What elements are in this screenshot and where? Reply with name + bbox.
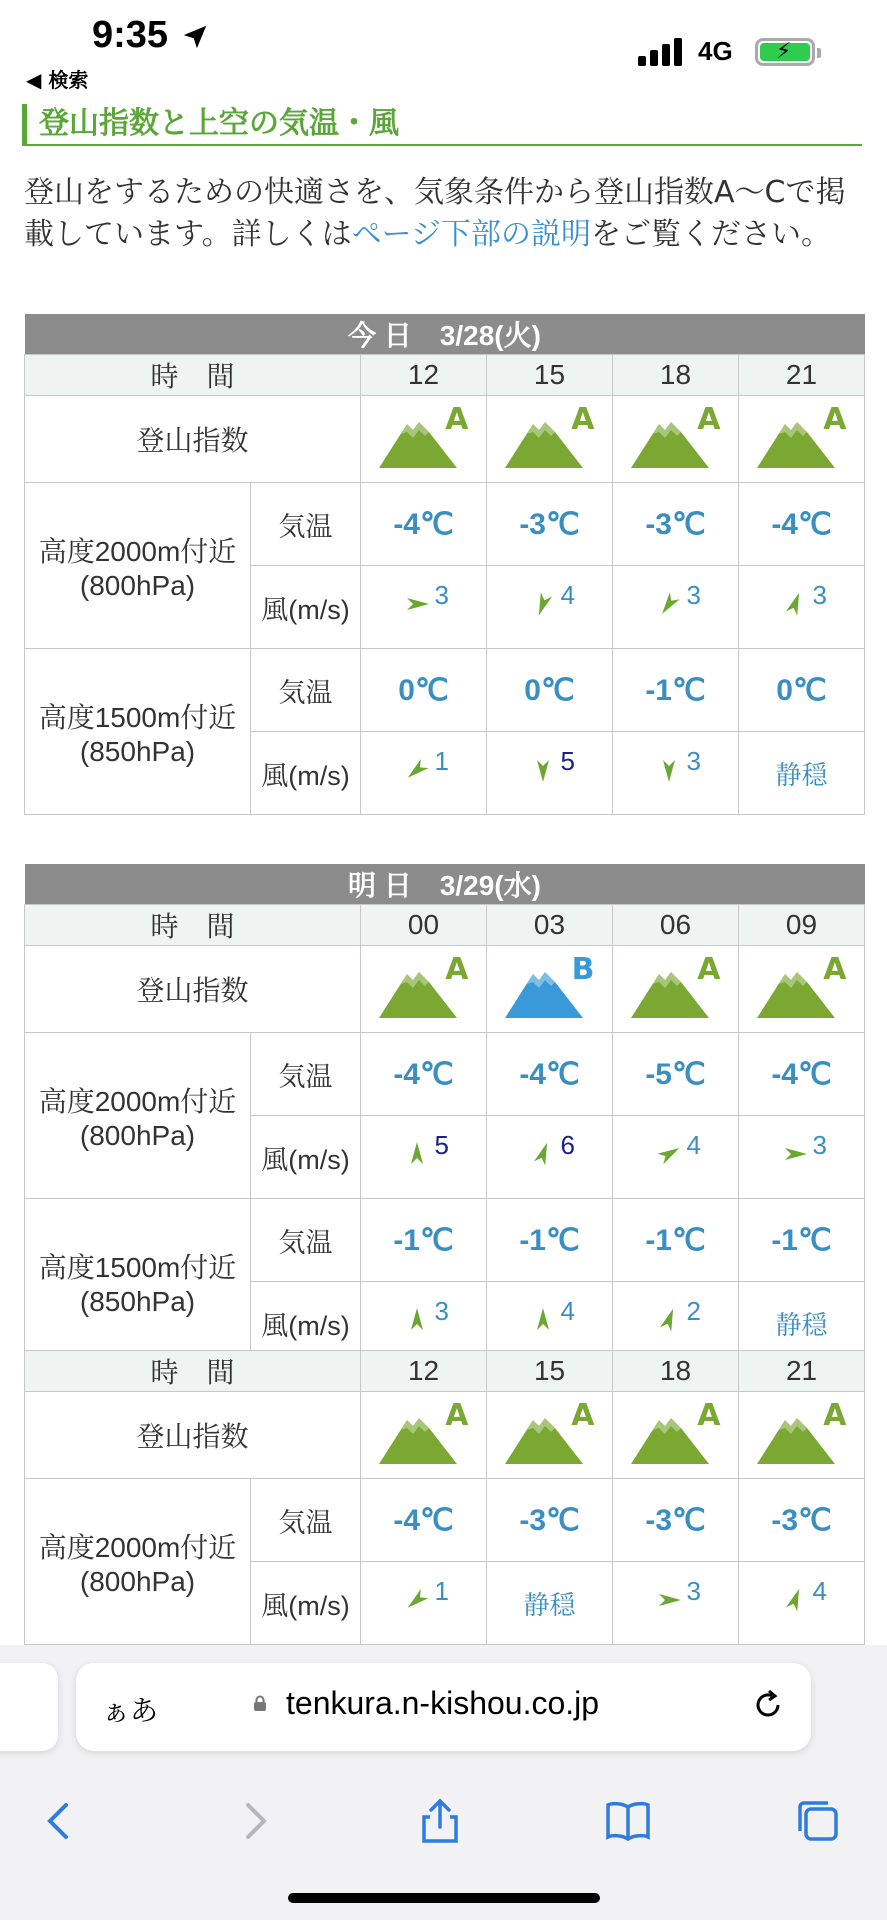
index-grade: B: [571, 951, 595, 987]
temp-cell: [361, 649, 487, 732]
mountain-index-icon: [379, 951, 469, 1018]
temp-label: 気温: [251, 1033, 361, 1116]
temp-value: -4℃: [393, 507, 454, 541]
altitude-text: 高度2000m付近: [38, 535, 237, 567]
explanation-link[interactable]: ページ下部の説明: [351, 217, 592, 252]
forecast-table-2: [24, 1350, 865, 1645]
altitude-text: 高度1500m付近: [38, 701, 237, 733]
wind-calm: 静穏: [775, 1309, 828, 1340]
temp-value: -4℃: [771, 1057, 832, 1091]
tabs-icon[interactable]: [792, 1795, 844, 1847]
temp-cell: [613, 483, 739, 566]
previous-tab-card[interactable]: [0, 1663, 58, 1751]
mountain-index-icon: [379, 1397, 469, 1464]
hour-cell: 12: [361, 1351, 487, 1392]
wind-speed: 2: [686, 1295, 701, 1326]
mountain-index-icon: [505, 1397, 595, 1464]
wind-label: 風(m/s): [251, 1282, 361, 1365]
wind-label: 風(m/s): [251, 566, 361, 649]
index-grade: A: [571, 401, 595, 437]
index-cell: [487, 946, 613, 1033]
index-cell: [739, 946, 865, 1033]
wind-calm: 静穏: [775, 759, 828, 790]
wind-arrow-icon: [515, 746, 585, 796]
hour-label: 時 間: [25, 905, 361, 946]
clock: 9:35: [92, 14, 169, 56]
bookmarks-icon[interactable]: [602, 1795, 654, 1847]
temp-cell: [613, 1033, 739, 1116]
wind-label: 風(m/s): [251, 1562, 361, 1645]
day-header: 明 日 3/29(水): [25, 864, 865, 905]
hour-cell: 15: [487, 355, 613, 396]
wind-cell: [487, 566, 613, 649]
hour-cell: 21: [739, 1351, 865, 1392]
wind-arrow-icon: [767, 1130, 837, 1180]
wind-cell: [487, 1116, 613, 1199]
pressure-text: (850hPa): [79, 735, 196, 767]
hour-cell: 18: [613, 355, 739, 396]
wind-speed: 3: [686, 1575, 701, 1606]
index-label: 登山指数: [25, 1392, 361, 1479]
hour-cell: 00: [361, 905, 487, 946]
temp-value: -1℃: [771, 1223, 832, 1257]
wind-arrow-icon: [389, 580, 459, 630]
url-text[interactable]: tenkura.n-kishou.co.jp: [286, 1685, 600, 1721]
index-cell: [361, 1392, 487, 1479]
wind-arrow-icon: [641, 1576, 711, 1626]
temp-value: 0℃: [776, 673, 827, 707]
wind-speed: 5: [560, 745, 575, 776]
wind-cell: [739, 732, 865, 815]
pressure-text: (800hPa): [79, 569, 196, 601]
wind-speed: 3: [812, 1129, 827, 1160]
pressure-text: (800hPa): [79, 1119, 196, 1151]
temp-value: -4℃: [393, 1057, 454, 1091]
mountain-index-icon: [505, 401, 595, 468]
index-grade: A: [445, 951, 469, 987]
wind-arrow-icon: [641, 1130, 711, 1180]
temp-value: -5℃: [645, 1057, 706, 1091]
hour-cell: 12: [361, 355, 487, 396]
altitude-label: [25, 1479, 251, 1645]
pressure-text: (850hPa): [79, 1285, 196, 1317]
share-icon[interactable]: [414, 1795, 466, 1847]
wind-arrow-icon: [767, 580, 837, 630]
index-label: 登山指数: [25, 396, 361, 483]
temp-cell: [613, 1199, 739, 1282]
temp-value: 0℃: [398, 673, 449, 707]
wind-cell: [613, 1562, 739, 1645]
page-content: [0, 100, 887, 1645]
wind-cell: [487, 1562, 613, 1645]
wind-calm: 静穏: [523, 1589, 576, 1620]
temp-cell: [739, 483, 865, 566]
page-settings-button[interactable]: ぁあ: [102, 1694, 159, 1727]
network-type: 4G: [698, 36, 733, 66]
index-grade: A: [697, 951, 721, 987]
browser-address-area: [0, 1645, 887, 1765]
index-grade: A: [697, 1397, 721, 1433]
wind-arrow-icon: [389, 1576, 459, 1626]
desc-text-2: をご覧ください。: [591, 217, 832, 252]
temp-value: -1℃: [645, 1223, 706, 1257]
temp-value: -3℃: [771, 1503, 832, 1537]
temp-value: -1℃: [645, 673, 706, 707]
hour-label: 時 間: [25, 355, 361, 396]
wind-speed: 3: [812, 579, 827, 610]
wind-speed: 4: [560, 579, 575, 610]
temp-value: -3℃: [645, 1503, 706, 1537]
hour-cell: 18: [613, 1351, 739, 1392]
wind-arrow-icon: [767, 1576, 837, 1626]
temp-value: -1℃: [519, 1223, 580, 1257]
temp-cell: [361, 1199, 487, 1282]
status-bar: [0, 0, 887, 100]
reload-icon[interactable]: [748, 1685, 788, 1725]
hour-cell: 21: [739, 355, 865, 396]
wind-label: 風(m/s): [251, 1116, 361, 1199]
temp-label: 気温: [251, 483, 361, 566]
wind-speed: 1: [434, 1575, 449, 1606]
wind-cell: [739, 566, 865, 649]
temp-value: -3℃: [519, 507, 580, 541]
wind-cell: [361, 1116, 487, 1199]
wind-cell: [487, 732, 613, 815]
wind-cell: [613, 566, 739, 649]
forecast-table-1: [24, 864, 865, 1365]
mountain-index-icon: [757, 401, 847, 468]
wind-arrow-icon: [641, 746, 711, 796]
location-arrow-icon: [180, 22, 210, 52]
battery-icon: ⚡: [755, 38, 815, 66]
wind-speed: 4: [686, 1129, 701, 1160]
index-cell: [613, 396, 739, 483]
wind-arrow-icon: [515, 1296, 585, 1346]
mountain-index-icon: [505, 951, 595, 1018]
wind-speed: 4: [812, 1575, 827, 1606]
index-cell: [739, 1392, 865, 1479]
hour-cell: 15: [487, 1351, 613, 1392]
mountain-index-icon: [631, 401, 721, 468]
temp-cell: [613, 1479, 739, 1562]
hour-cell: 06: [613, 905, 739, 946]
wind-arrow-icon: [641, 1296, 711, 1346]
wind-arrow-icon: [515, 1130, 585, 1180]
address-bar[interactable]: [76, 1663, 811, 1751]
battery-tip: [817, 48, 821, 58]
temp-label: 気温: [251, 1479, 361, 1562]
cellular-signal-icon: [638, 36, 686, 66]
mountain-index-icon: [757, 1397, 847, 1464]
temp-cell: [739, 1479, 865, 1562]
index-cell: [361, 396, 487, 483]
wind-cell: [361, 1562, 487, 1645]
back-to-search-link[interactable]: ◀ 検索: [26, 68, 89, 92]
index-grade: A: [571, 1397, 595, 1433]
index-cell: [613, 946, 739, 1033]
temp-cell: [361, 1033, 487, 1116]
wind-speed: 3: [434, 579, 449, 610]
temp-cell: [487, 1479, 613, 1562]
temp-value: -4℃: [393, 1503, 454, 1537]
mountain-index-icon: [631, 1397, 721, 1464]
altitude-text: 高度1500m付近: [38, 1251, 237, 1283]
day-header: 今 日 3/28(火): [25, 314, 865, 355]
temp-cell: [487, 483, 613, 566]
index-grade: A: [823, 401, 847, 437]
wind-label: 風(m/s): [251, 732, 361, 815]
wind-speed: 3: [434, 1295, 449, 1326]
wind-cell: [739, 1116, 865, 1199]
wind-cell: [613, 732, 739, 815]
home-indicator: [288, 1893, 600, 1903]
back-icon[interactable]: [34, 1795, 86, 1847]
hour-label: 時 間: [25, 1351, 361, 1392]
temp-value: -3℃: [519, 1503, 580, 1537]
desc-text-1: 登山をするための快適さを、気象条件から登山指数A～Cで掲載しています。詳しくは: [24, 175, 846, 252]
altitude-label: [25, 483, 251, 649]
section-title: 登山指数と上空の気温・風: [22, 104, 862, 146]
pressure-text: (800hPa): [79, 1565, 196, 1597]
section-description: [24, 172, 864, 256]
index-grade: A: [445, 1397, 469, 1433]
temp-cell: [487, 1199, 613, 1282]
index-cell: [361, 946, 487, 1033]
temp-cell: [361, 1479, 487, 1562]
wind-cell: [739, 1562, 865, 1645]
temp-value: -3℃: [645, 507, 706, 541]
temp-cell: [739, 1033, 865, 1116]
hour-cell: 03: [487, 905, 613, 946]
temp-cell: [487, 1033, 613, 1116]
index-grade: A: [823, 951, 847, 987]
wind-arrow-icon: [641, 580, 711, 630]
altitude-label: [25, 1199, 251, 1365]
temp-cell: [361, 483, 487, 566]
index-grade: A: [823, 1397, 847, 1433]
mountain-index-icon: [631, 951, 721, 1018]
index-cell: [487, 396, 613, 483]
forecast-table-0: [24, 314, 865, 815]
temp-value: 0℃: [524, 673, 575, 707]
temp-value: -4℃: [771, 507, 832, 541]
temp-cell: [739, 1199, 865, 1282]
altitude-label: [25, 1033, 251, 1199]
altitude-text: 高度2000m付近: [38, 1531, 237, 1563]
wind-speed: 1: [434, 745, 449, 776]
temp-value: -4℃: [519, 1057, 580, 1091]
temp-cell: [739, 649, 865, 732]
mountain-index-icon: [757, 951, 847, 1018]
browser-toolbar: [0, 1765, 887, 1920]
wind-arrow-icon: [389, 746, 459, 796]
wind-arrow-icon: [389, 1296, 459, 1346]
wind-speed: 3: [686, 745, 701, 776]
wind-speed: 5: [434, 1129, 449, 1160]
wind-arrow-icon: [389, 1130, 459, 1180]
index-grade: A: [445, 401, 469, 437]
mountain-index-icon: [379, 401, 469, 468]
index-cell: [487, 1392, 613, 1479]
temp-value: -1℃: [393, 1223, 454, 1257]
temp-cell: [487, 649, 613, 732]
temp-label: 気温: [251, 649, 361, 732]
lock-icon: [252, 1695, 268, 1711]
index-cell: [739, 396, 865, 483]
index-label: 登山指数: [25, 946, 361, 1033]
wind-speed: 3: [686, 579, 701, 610]
index-grade: A: [697, 401, 721, 437]
wind-speed: 4: [560, 1295, 575, 1326]
wind-cell: [613, 1116, 739, 1199]
forward-icon[interactable]: [228, 1795, 280, 1847]
wind-speed: 6: [560, 1129, 575, 1160]
wind-arrow-icon: [515, 580, 585, 630]
altitude-text: 高度2000m付近: [38, 1085, 237, 1117]
wind-cell: [361, 732, 487, 815]
temp-cell: [613, 649, 739, 732]
temp-label: 気温: [251, 1199, 361, 1282]
altitude-label: [25, 649, 251, 815]
hour-cell: 09: [739, 905, 865, 946]
index-cell: [613, 1392, 739, 1479]
wind-cell: [361, 566, 487, 649]
